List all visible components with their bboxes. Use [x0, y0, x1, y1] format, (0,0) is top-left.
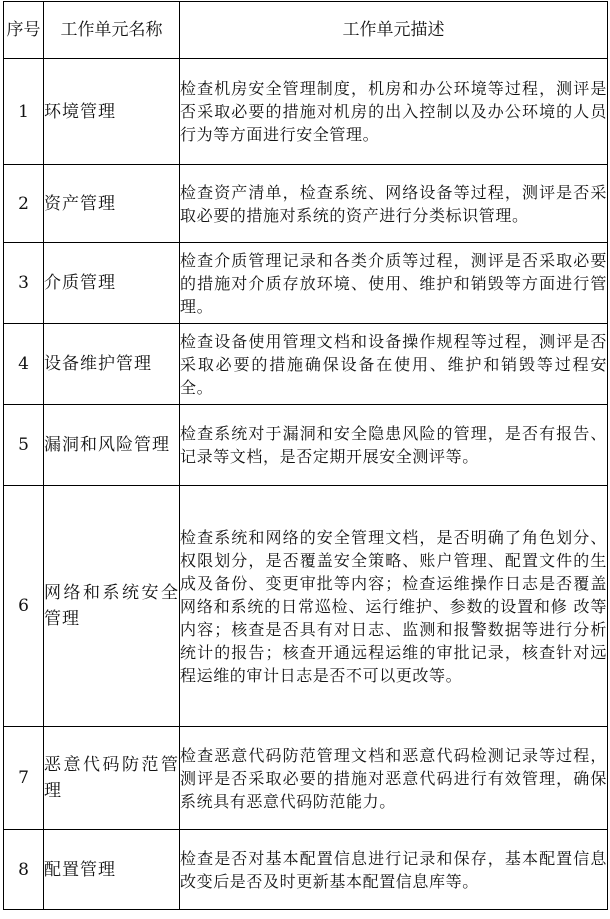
table-row	[4, 486, 608, 727]
unit-description: 检查是否对基本配置信息进行记录和保存，基本配置信息改变后是否及时更新基本配置信息库等。	[180, 830, 608, 910]
row-number: 5	[4, 405, 44, 486]
unit-name: 恶意代码防范管理	[44, 727, 180, 830]
header-serial-number: 序号	[4, 2, 44, 59]
unit-description: 检查恶意代码防范管理文档和恶意代码检测记录等过程，测评是否采取必要的措施对恶意代码进行有效管理，确保系统具有恶意代码防范能力。	[180, 727, 608, 830]
unit-name: 漏洞和风险管理	[44, 405, 180, 486]
unit-name: 配置管理	[44, 830, 180, 910]
header-unit-description: 工作单元描述	[180, 2, 608, 59]
unit-description: 检查介质管理记录和各类介质等过程，测评是否采取必要的措施对介质存放环境、使用、维护和销毁等方面进行管理。	[180, 243, 608, 324]
row-number: 2	[4, 165, 44, 243]
table-row	[4, 405, 608, 486]
unit-description: 检查系统对于漏洞和安全隐患风险的管理，是否有报告、记录等文档，是否定期开展安全测评等。	[180, 405, 608, 486]
row-number: 8	[4, 830, 44, 910]
row-number: 1	[4, 59, 44, 165]
row-number: 3	[4, 243, 44, 324]
table-header-row	[4, 2, 608, 59]
table-row	[4, 243, 608, 324]
table-row	[4, 165, 608, 243]
unit-name: 网络和系统安全管理	[44, 486, 180, 727]
unit-description: 检查机房安全管理制度，机房和办公环境等过程，测评是否采取必要的措施对机房的出入控制以及办公环境的人员行为等方面进行安全管理。	[180, 59, 608, 165]
unit-name: 资产管理	[44, 165, 180, 243]
unit-name: 设备维护管理	[44, 324, 180, 405]
unit-name: 环境管理	[44, 59, 180, 165]
row-number: 6	[4, 486, 44, 727]
unit-description: 检查系统和网络的安全管理文档，是否明确了角色划分、权限划分，是否覆盖安全策略、账户管理、配置文件的生成及备份、变更审批等内容；检查运维操作日志是否覆盖网络和系统的日常巡检、运行维护、参数的设置和修 改等内容；核查是否具有对日志、监测和报警数据等进行分析统计的报告；核查开通远程运维的审批记录，核查针对远程运维的审计日志是否不可以更改等。	[180, 486, 608, 727]
unit-description: 检查设备使用管理文档和设备操作规程等过程，测评是否采取必要的措施确保设备在使用、维护和销毁等过程安全。	[180, 324, 608, 405]
table-row	[4, 727, 608, 830]
unit-name: 介质管理	[44, 243, 180, 324]
header-unit-name: 工作单元名称	[44, 2, 180, 59]
work-unit-table	[3, 1, 608, 910]
table-row	[4, 59, 608, 165]
unit-description: 检查资产清单，检查系统、网络设备等过程，测评是否采取必要的措施对系统的资产进行分类标识管理。	[180, 165, 608, 243]
table-row	[4, 324, 608, 405]
document-page	[3, 1, 607, 910]
row-number: 4	[4, 324, 44, 405]
row-number: 7	[4, 727, 44, 830]
table-row	[4, 830, 608, 910]
